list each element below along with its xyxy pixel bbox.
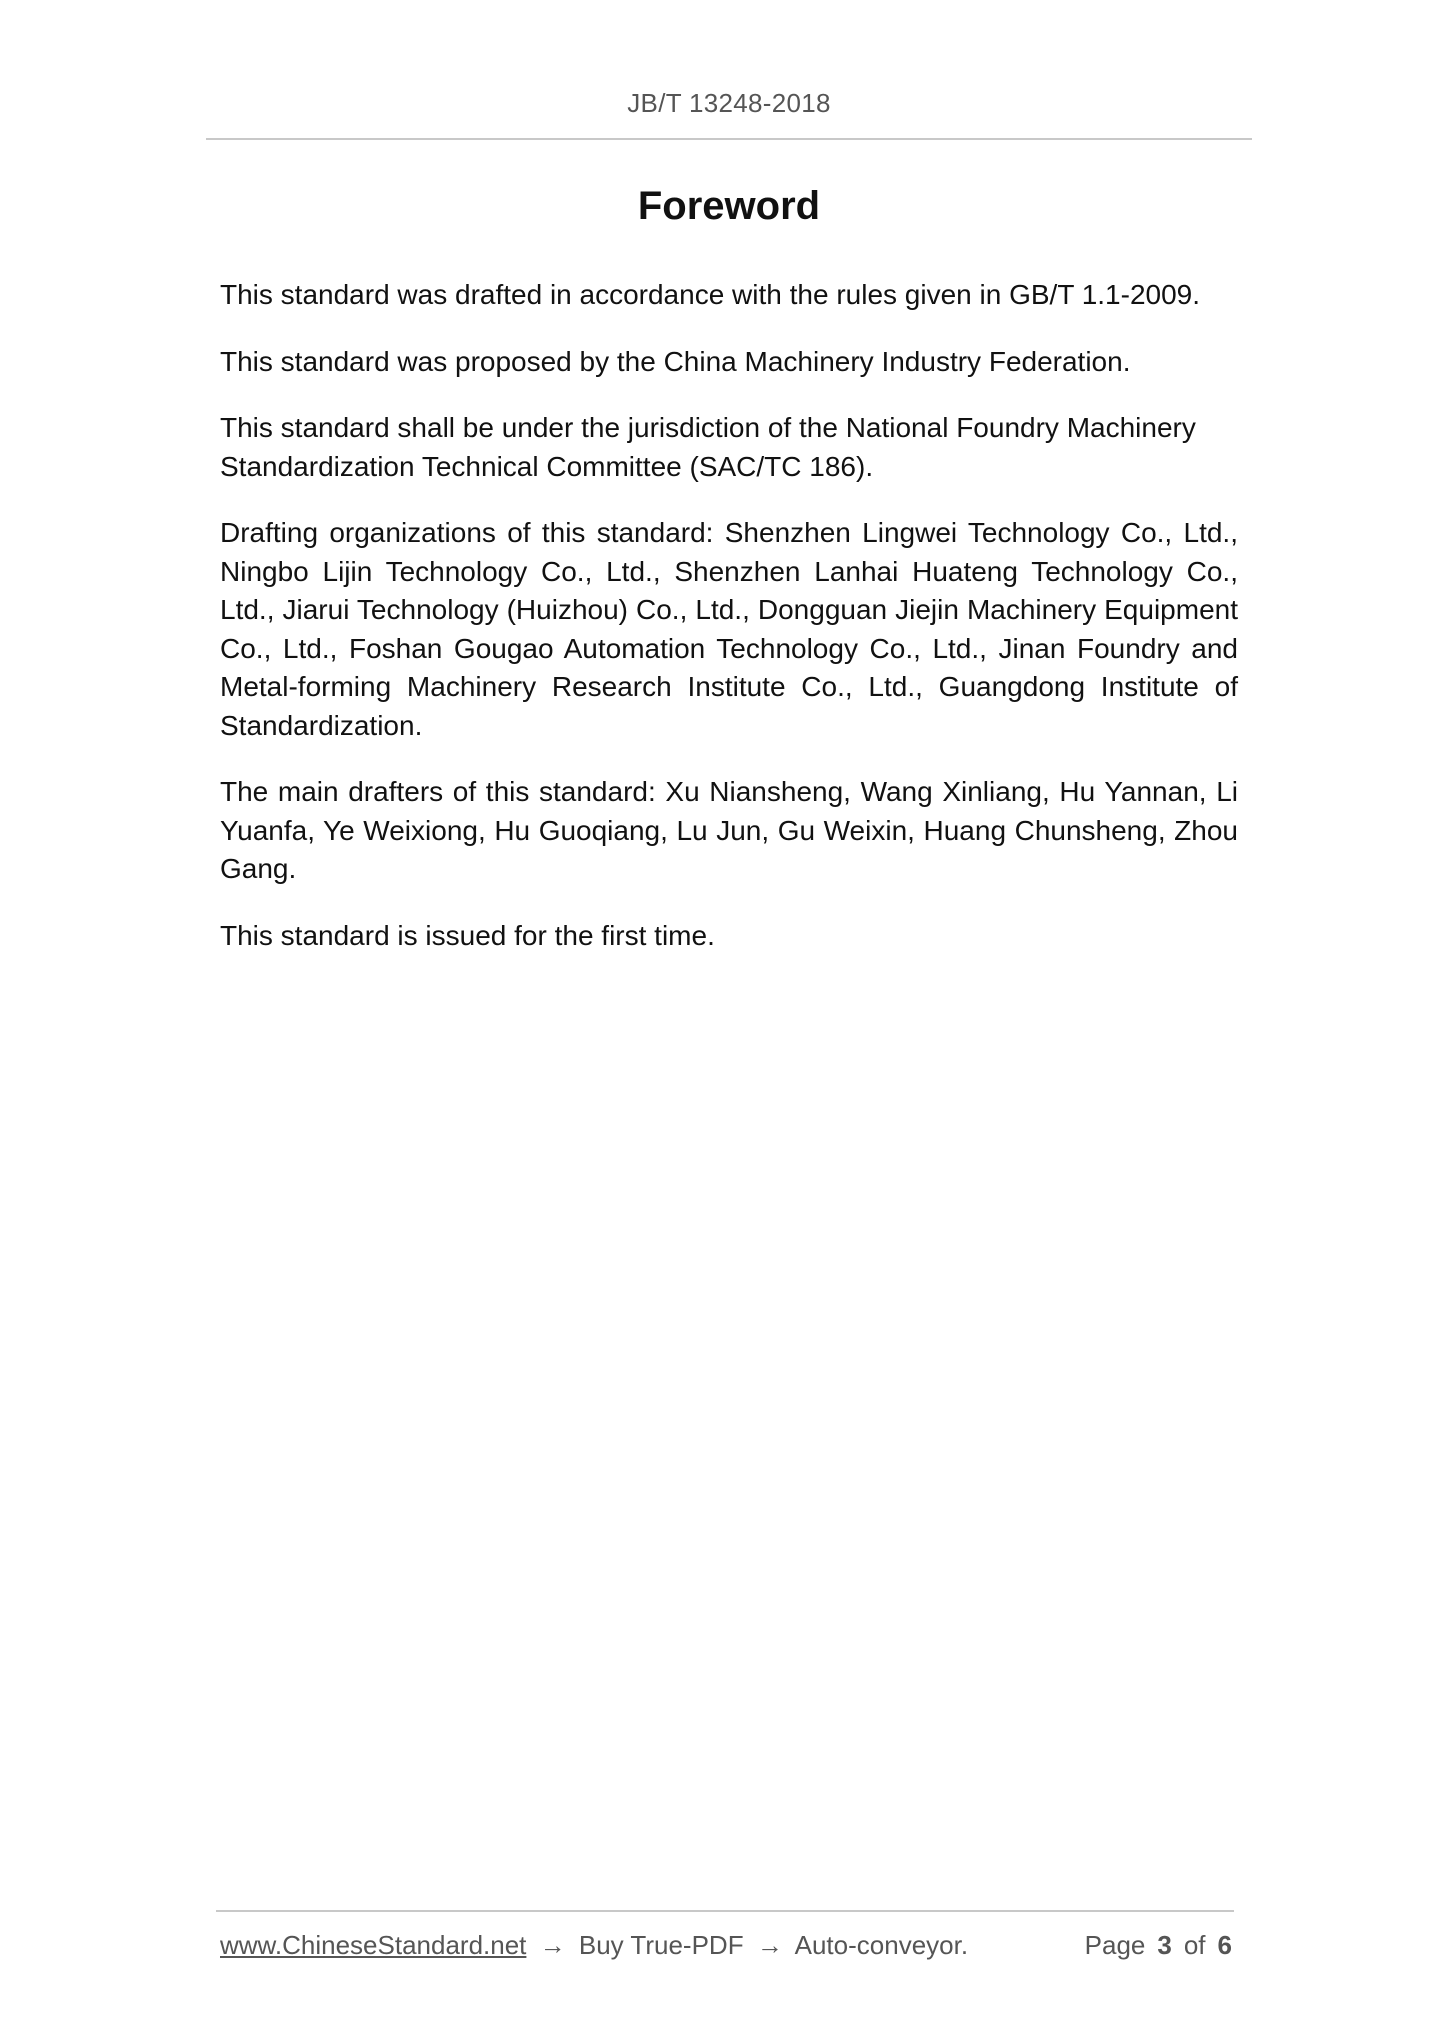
paragraph-issue-note: This standard is issued for the first time. <box>220 919 715 951</box>
page-footer <box>220 1930 1232 1961</box>
current-page-number: 3 <box>1157 1930 1172 1960</box>
auto-conveyor-text: Auto-conveyor. <box>794 1930 969 1960</box>
page-label: Page <box>1084 1930 1146 1960</box>
paragraph-jurisdiction: This standard shall be under the jurisdiction of the National Foundry Machinery Standardization Technical Committee (SAC/TC 186). <box>220 412 1196 482</box>
paragraph-main-drafters: The main drafters of this standard: Xu Niansheng, Wang Xinliang, Hu Yannan, Li Yuanfa, Ye Weixiong, Hu Guoqiang, Lu Jun, Gu Weixin, Huang Chunsheng, Zhou Gang. <box>220 776 1238 884</box>
footer-left <box>220 1930 968 1961</box>
website-link[interactable]: www.ChineseStandard.net <box>220 1930 527 1960</box>
total-page-number: 6 <box>1217 1930 1232 1960</box>
page-title: Foreword <box>637 184 821 228</box>
footer-divider <box>216 1910 1234 1912</box>
buy-true-pdf-text: Buy True-PDF <box>578 1930 744 1960</box>
page-of-label: of <box>1183 1930 1206 1960</box>
page-number <box>1085 1930 1232 1961</box>
right-arrow-icon: → <box>756 1930 783 1960</box>
paragraph-proposer: This standard was proposed by the China Machinery Industry Federation. <box>220 345 1131 377</box>
right-arrow-icon: → <box>539 1930 566 1960</box>
foreword-body <box>220 276 1238 983</box>
header-divider <box>206 138 1252 140</box>
paragraph-drafting-rules: This standard was drafted in accordance with the rules given in GB/T 1.1-2009. <box>220 279 1201 310</box>
paragraph-drafting-organizations: Drafting organizations of this standard: Shenzhen Lingwei Technology Co., Ltd., Ningbo Lijin Technology Co., Ltd., Shenzhen Lanhai Huateng Technology Co., Ltd., Jiarui Technology (Huizhou) Co., Ltd., Dongguan Jiejin Machinery Equipment Co., Ltd., Foshan Gougao Automation Technology Co., Ltd., Jinan Foundry and Metal-forming Machinery Research Institute Co., Ltd., Guangdong Institute of Standardization. <box>220 517 1238 741</box>
running-header: JB/T 13248-2018 <box>627 88 831 118</box>
